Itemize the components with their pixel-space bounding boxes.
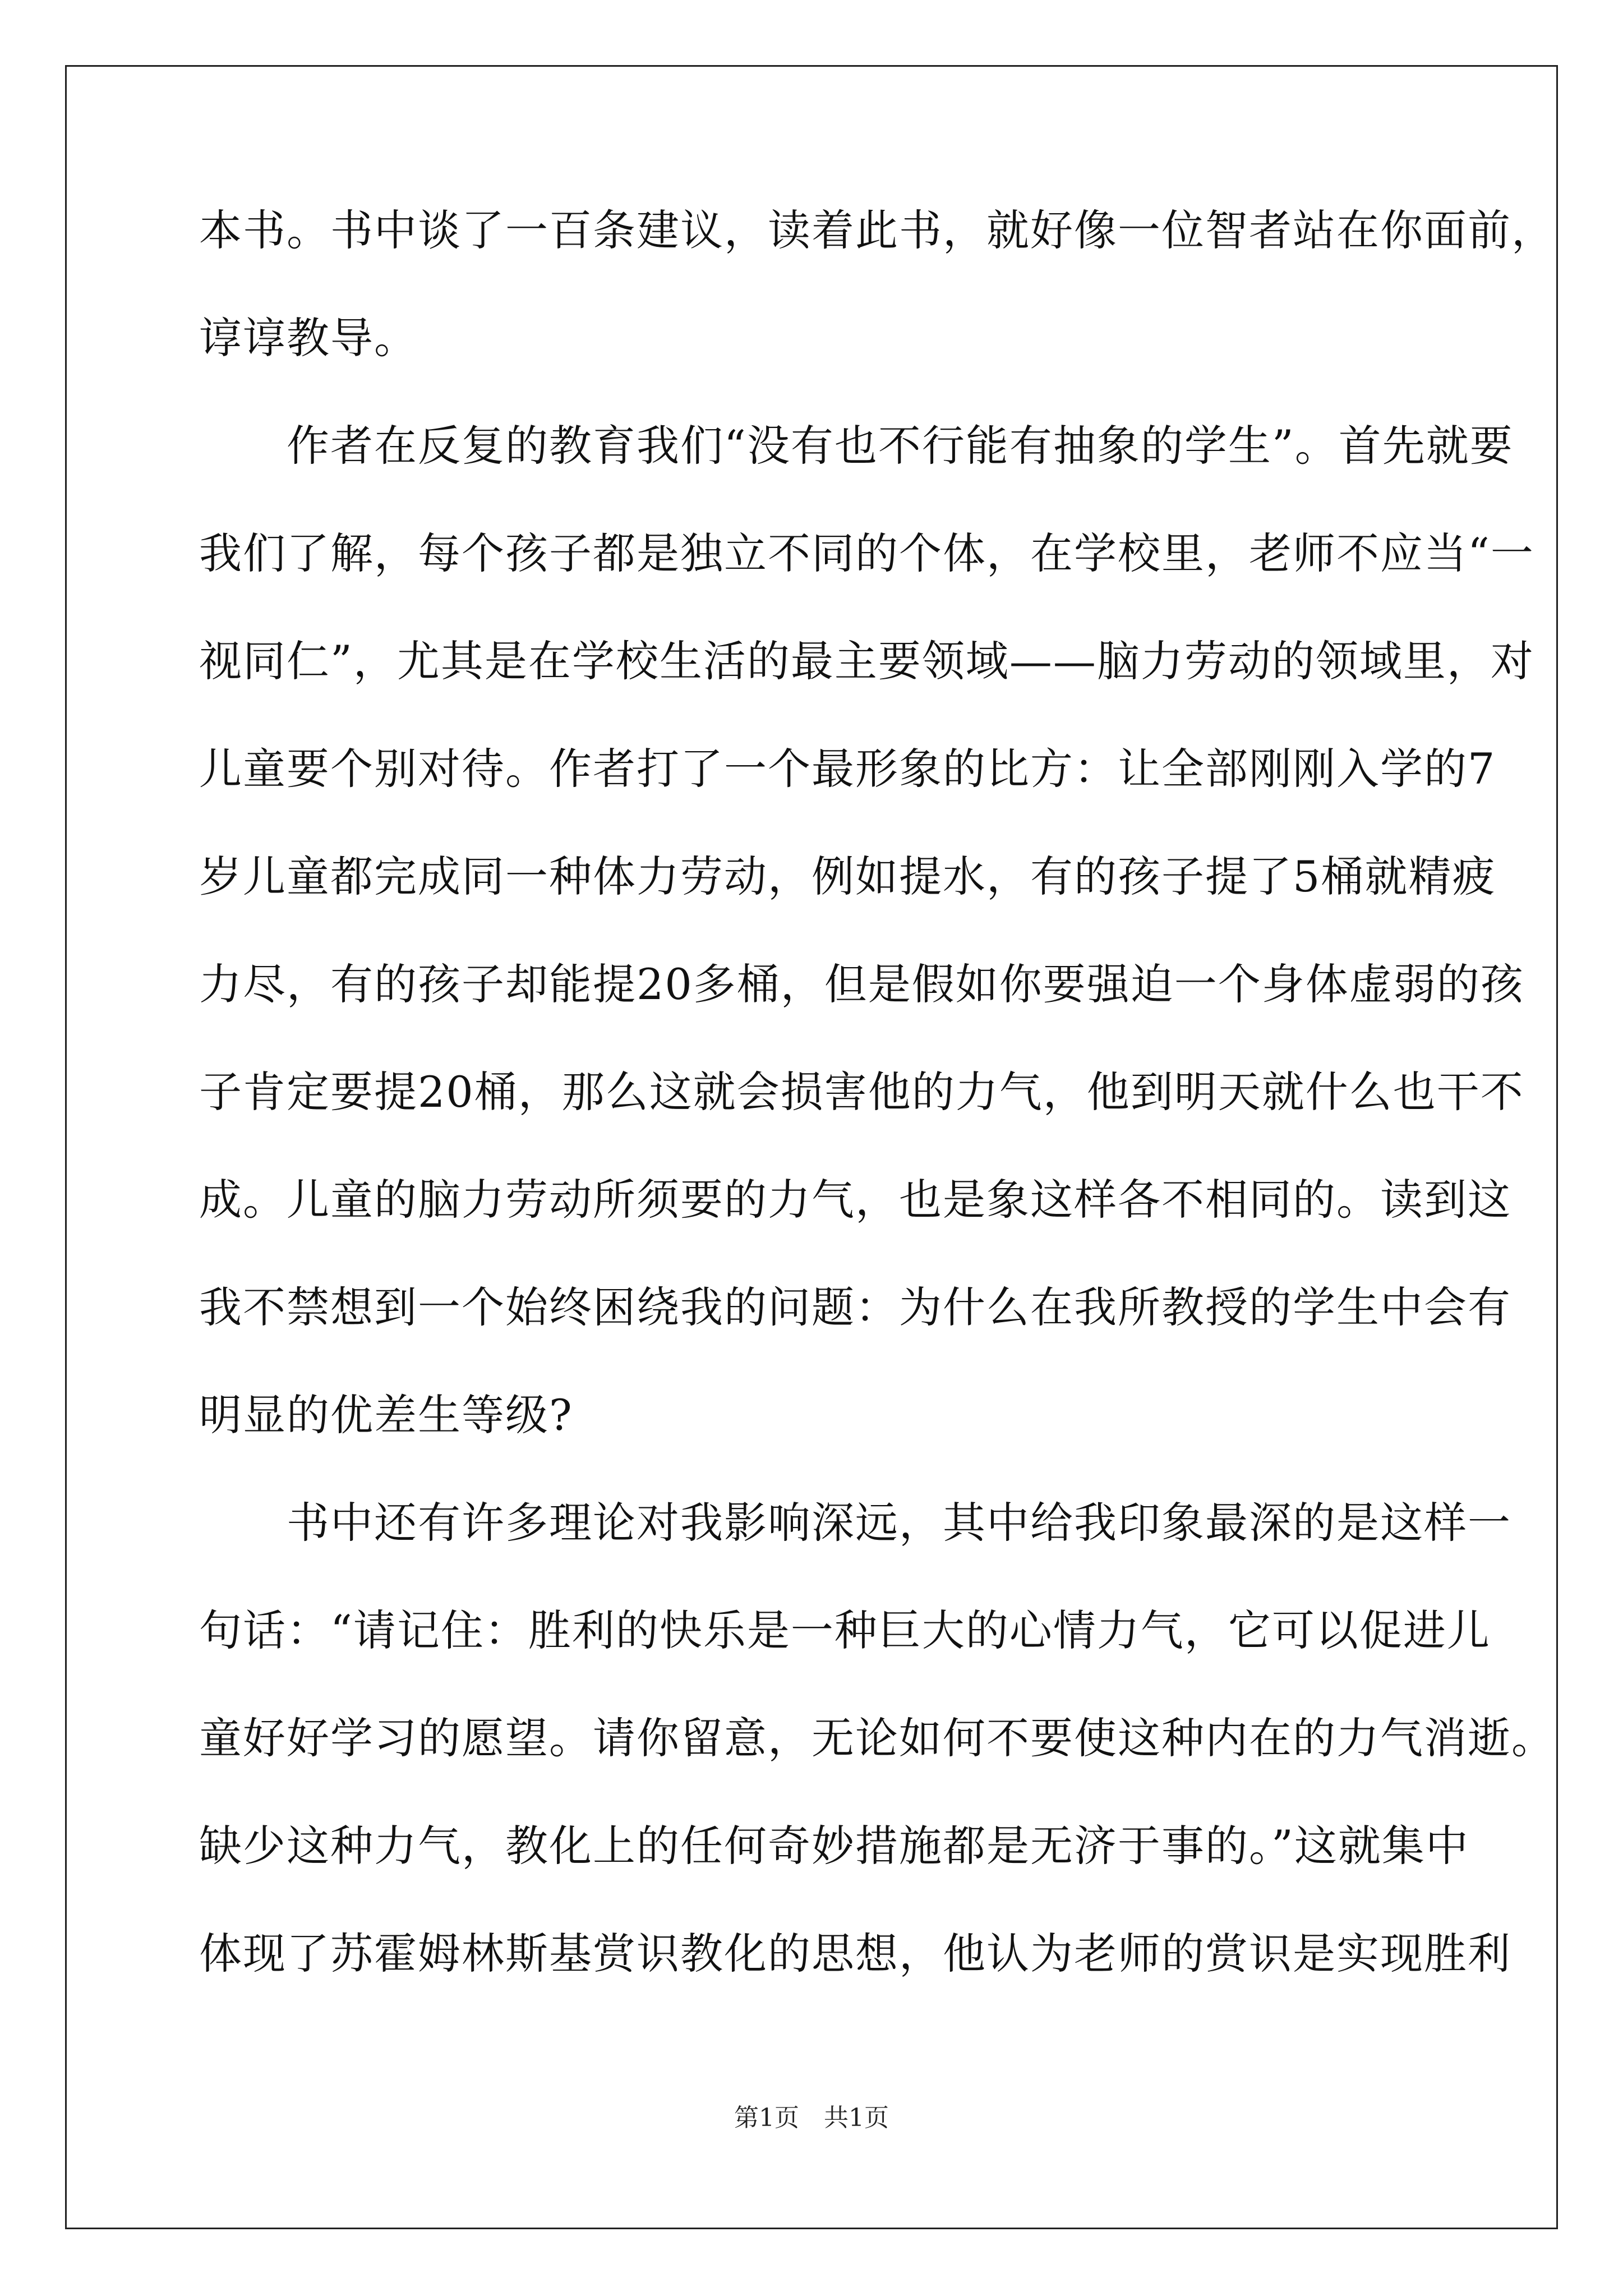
text-line: 体现了苏霍姆林斯基赏识教化的思想，他认为老师的赏识是实现胜利: [199, 1929, 1511, 1978]
text-line: 我不禁想到一个始终困绕我的问题：为什么在我所教授的学生中会有: [199, 1282, 1511, 1332]
text-line: 谆谆教导。: [199, 313, 418, 363]
text-line: 本书。书中谈了一百条建议，读着此书，就好像一位智者站在你面前，: [199, 205, 1555, 255]
text-line: 作者在反复的教育我们“没有也不行能有抽象的学生”。首先就要: [199, 421, 1514, 471]
text-line: 成。儿童的脑力劳动所须要的力气，也是象这样各不相同的。读到这: [199, 1175, 1511, 1225]
text-line: 力尽，有的孩子却能提20多桶，但是假如你要强迫一个身体虚弱的孩: [199, 959, 1524, 1009]
text-line: 明显的优差生等级?: [199, 1390, 573, 1440]
text-line: 子肯定要提20桶，那么这就会损害他的力气，他到明天就什么也干不: [199, 1067, 1524, 1117]
page-footer: 第1页 共1页: [734, 2104, 889, 2132]
text-line: 童好好学习的愿望。请你留意，无论如何不要使这种内在的力气消逝。: [199, 1713, 1555, 1763]
text-line: 书中还有许多理论对我影响深远，其中给我印象最深的是这样一: [199, 1498, 1511, 1548]
text-line: 缺少这种力气，教化上的任何奇妙措施都是无济于事的。”这就集中: [199, 1821, 1469, 1871]
text-line: 我们了解，每个孩子都是独立不同的个体，在学校里，老师不应当“一: [199, 528, 1534, 578]
text-line: 岁儿童都完成同一种体力劳动，例如提水，有的孩子提了5桶就精疲: [199, 852, 1496, 901]
document-body: [199, 177, 1555, 2008]
text-line: 视同仁”，尤其是在学校生活的最主要领域——脑力劳动的领域里，对: [199, 636, 1534, 686]
text-line: 句话：“请记住：胜利的快乐是一种巨大的心情力气，它可以促进儿: [199, 1605, 1491, 1655]
text-line: 儿童要个别对待。作者打了一个最形象的比方：让全部刚刚入学的7: [199, 744, 1496, 794]
